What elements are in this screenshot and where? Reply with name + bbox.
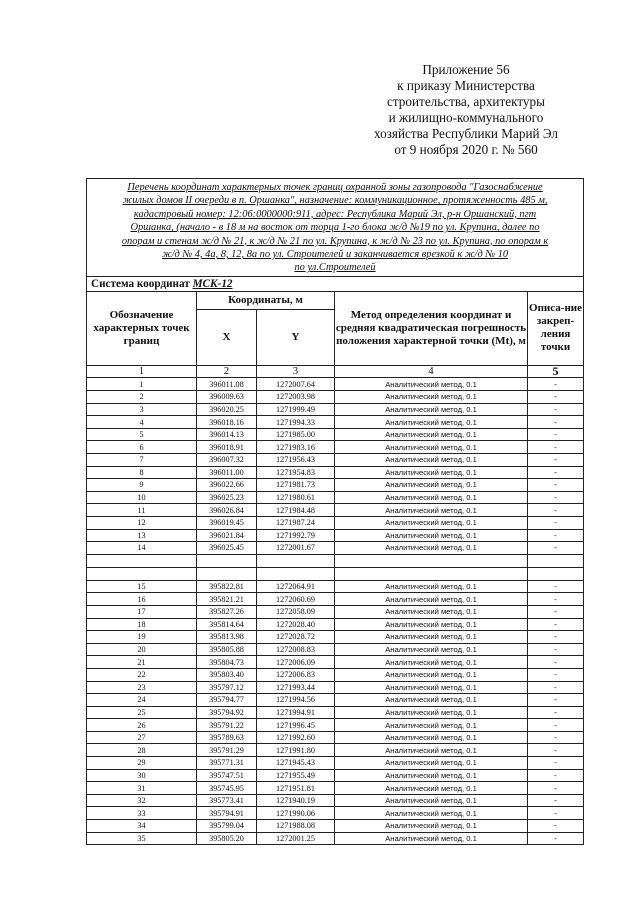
coord-x: 395789.63	[197, 731, 257, 744]
desc-cell: -	[528, 416, 584, 429]
table-row	[87, 428, 584, 441]
table-row	[87, 605, 584, 618]
coord-y: 1271992.60	[257, 731, 335, 744]
coord-x: 395804.73	[197, 656, 257, 669]
point-number: 26	[87, 719, 197, 732]
method-cell: Аналитический метод, 0.1	[335, 832, 528, 845]
desc-cell: -	[528, 631, 584, 644]
coord-x: 396020.25	[197, 403, 257, 416]
point-number: 13	[87, 529, 197, 542]
table-row	[87, 441, 584, 454]
coord-x: 395805.20	[197, 832, 257, 845]
empty-cell	[197, 567, 257, 580]
coord-y: 1271985.00	[257, 428, 335, 441]
table-row	[87, 416, 584, 429]
coord-y: 1271988.08	[257, 820, 335, 833]
title-line: опорам и стенам ж/д № 21, к ж/д № 21 по ул. Крупина, к ж/д № 23 по ул. Крупина, по опорам к	[121, 235, 549, 247]
method-cell: Аналитический метод, 0.1	[335, 744, 528, 757]
point-number: 8	[87, 466, 197, 479]
coord-x: 395827.26	[197, 605, 257, 618]
point-number: 2	[87, 391, 197, 404]
table-row	[87, 820, 584, 833]
point-number: 12	[87, 516, 197, 529]
method-cell: Аналитический метод, 0.1	[335, 681, 528, 694]
point-number: 34	[87, 820, 197, 833]
col-num: 2	[197, 365, 257, 378]
col-num: 1	[87, 365, 197, 378]
desc-cell: -	[528, 466, 584, 479]
title-line: Перечень координат характерных точек границ охранной зоны газопровода "Газоснабжение	[127, 182, 543, 193]
coord-x: 396018.91	[197, 441, 257, 454]
coord-y: 1272001.67	[257, 542, 335, 555]
desc-cell: -	[528, 605, 584, 618]
coord-x: 395745.95	[197, 782, 257, 795]
point-number: 32	[87, 794, 197, 807]
col-num: 5	[528, 365, 584, 378]
empty-cell	[335, 554, 528, 567]
desc-cell: -	[528, 643, 584, 656]
empty-cell	[257, 554, 335, 567]
desc-cell: -	[528, 479, 584, 492]
col-desc: Описа-ние закреп-ления точки	[528, 291, 584, 365]
col-num: 3	[257, 365, 335, 378]
point-number: 21	[87, 656, 197, 669]
empty-cell	[87, 567, 197, 580]
method-cell: Аналитический метод, 0.1	[335, 643, 528, 656]
table-row	[87, 794, 584, 807]
desc-cell: -	[528, 807, 584, 820]
method-cell: Аналитический метод, 0.1	[335, 466, 528, 479]
coord-x: 395794.92	[197, 706, 257, 719]
desc-cell: -	[528, 441, 584, 454]
empty-cell	[87, 554, 197, 567]
point-number: 25	[87, 706, 197, 719]
table-row	[87, 618, 584, 631]
coord-y: 1272028.72	[257, 631, 335, 644]
table-row	[87, 504, 584, 517]
point-number: 10	[87, 491, 197, 504]
method-cell: Аналитический метод, 0.1	[335, 504, 528, 517]
method-cell: Аналитический метод, 0.1	[335, 441, 528, 454]
coord-y: 1271956.43	[257, 454, 335, 467]
coord-x: 395821.21	[197, 593, 257, 606]
point-number: 3	[87, 403, 197, 416]
coord-y: 1271991.80	[257, 744, 335, 757]
point-number: 20	[87, 643, 197, 656]
coord-y: 1271999.49	[257, 403, 335, 416]
method-cell: Аналитический метод, 0.1	[335, 807, 528, 820]
col-x: X	[197, 309, 257, 365]
coord-x: 396025.23	[197, 491, 257, 504]
method-cell: Аналитический метод, 0.1	[335, 782, 528, 795]
title-line: жилых домов II очереди в п. Оршанка", назначение: коммуникационное, протяженность 485 м,	[122, 195, 548, 207]
table-row	[87, 403, 584, 416]
desc-cell: -	[528, 757, 584, 770]
desc-cell: -	[528, 794, 584, 807]
method-cell: Аналитический метод, 0.1	[335, 706, 528, 719]
table-row	[87, 681, 584, 694]
desc-cell: -	[528, 428, 584, 441]
table-row	[87, 391, 584, 404]
coord-x: 395794.91	[197, 807, 257, 820]
method-cell: Аналитический метод, 0.1	[335, 757, 528, 770]
desc-cell: -	[528, 391, 584, 404]
table-row	[87, 807, 584, 820]
method-cell: Аналитический метод, 0.1	[335, 516, 528, 529]
method-cell: Аналитический метод, 0.1	[335, 731, 528, 744]
coord-x: 395791.29	[197, 744, 257, 757]
table-row	[87, 782, 584, 795]
table-row	[87, 757, 584, 770]
coord-x: 395805.88	[197, 643, 257, 656]
method-cell: Аналитический метод, 0.1	[335, 820, 528, 833]
desc-cell: -	[528, 454, 584, 467]
col-num: 4	[335, 365, 528, 378]
col-designation: Обозначение характерных точек границ	[87, 291, 197, 365]
method-cell: Аналитический метод, 0.1	[335, 428, 528, 441]
coord-y: 1272060.69	[257, 593, 335, 606]
point-number: 17	[87, 605, 197, 618]
coord-y: 1271992.79	[257, 529, 335, 542]
coord-y: 1271990.06	[257, 807, 335, 820]
method-cell: Аналитический метод, 0.1	[335, 694, 528, 707]
point-number: 16	[87, 593, 197, 606]
point-number: 11	[87, 504, 197, 517]
method-cell: Аналитический метод, 0.1	[335, 491, 528, 504]
desc-cell: -	[528, 529, 584, 542]
header-line: строительства, архитектуры	[387, 94, 545, 109]
method-cell: Аналитический метод, 0.1	[335, 479, 528, 492]
title-line: по ул.Строителей	[294, 262, 376, 274]
coord-y: 1271980.61	[257, 491, 335, 504]
table-row	[87, 631, 584, 644]
method-cell: Аналитический метод, 0.1	[335, 668, 528, 681]
coord-x: 395814.64	[197, 618, 257, 631]
table-row	[87, 769, 584, 782]
point-number: 30	[87, 769, 197, 782]
point-number: 22	[87, 668, 197, 681]
desc-cell: -	[528, 694, 584, 707]
desc-cell: -	[528, 491, 584, 504]
coord-y: 1272007.64	[257, 378, 335, 391]
coord-y: 1272003.98	[257, 391, 335, 404]
desc-cell: -	[528, 832, 584, 845]
coord-y: 1272008.83	[257, 643, 335, 656]
coord-y: 1271951.81	[257, 782, 335, 795]
desc-cell: -	[528, 516, 584, 529]
method-cell: Аналитический метод, 0.1	[335, 618, 528, 631]
coord-x: 396014.13	[197, 428, 257, 441]
point-number: 28	[87, 744, 197, 757]
table-row	[87, 731, 584, 744]
coord-y: 1272006.09	[257, 656, 335, 669]
desc-cell: -	[528, 782, 584, 795]
coord-y: 1271954.83	[257, 466, 335, 479]
coordinates-table	[86, 178, 584, 845]
point-number: 4	[87, 416, 197, 429]
coord-x: 396026.84	[197, 504, 257, 517]
table-row	[87, 454, 584, 467]
system-label: Система координат	[91, 277, 190, 290]
table-row	[87, 479, 584, 492]
desc-cell: -	[528, 593, 584, 606]
coord-y: 1271996.45	[257, 719, 335, 732]
coord-x: 395803.40	[197, 668, 257, 681]
desc-cell: -	[528, 719, 584, 732]
desc-cell: -	[528, 403, 584, 416]
method-cell: Аналитический метод, 0.1	[335, 454, 528, 467]
point-number: 18	[87, 618, 197, 631]
coord-y: 1271981.73	[257, 479, 335, 492]
method-cell: Аналитический метод, 0.1	[335, 378, 528, 391]
coord-x: 395799.04	[197, 820, 257, 833]
empty-cell	[197, 554, 257, 567]
gap-row-1	[87, 554, 584, 567]
point-number: 15	[87, 580, 197, 593]
coord-x: 396011.00	[197, 466, 257, 479]
point-number: 14	[87, 542, 197, 555]
col-y: Y	[257, 309, 335, 365]
desc-cell: -	[528, 504, 584, 517]
desc-cell: -	[528, 731, 584, 744]
coord-x: 396022.66	[197, 479, 257, 492]
method-cell: Аналитический метод, 0.1	[335, 794, 528, 807]
header-line: от 9 ноября 2020 г. № 560	[394, 142, 538, 157]
empty-cell	[257, 567, 335, 580]
coord-y: 1271993.44	[257, 681, 335, 694]
table-row	[87, 466, 584, 479]
method-cell: Аналитический метод, 0.1	[335, 542, 528, 555]
coord-y: 1271994.56	[257, 694, 335, 707]
column-numbers-row	[87, 365, 584, 378]
col-method: Метод определения координат и средняя квадратическая погрешность положения характерной точки (Mt), м	[335, 291, 528, 365]
method-cell: Аналитический метод, 0.1	[335, 416, 528, 429]
coord-y: 1271940.19	[257, 794, 335, 807]
point-number: 24	[87, 694, 197, 707]
desc-cell: -	[528, 580, 584, 593]
point-number: 1	[87, 378, 197, 391]
coord-x: 395813.98	[197, 631, 257, 644]
desc-cell: -	[528, 618, 584, 631]
point-number: 6	[87, 441, 197, 454]
coord-x: 396009.63	[197, 391, 257, 404]
method-cell: Аналитический метод, 0.1	[335, 631, 528, 644]
desc-cell: -	[528, 820, 584, 833]
coord-x: 395791.22	[197, 719, 257, 732]
point-number: 9	[87, 479, 197, 492]
coord-y: 1272028.40	[257, 618, 335, 631]
coord-x: 396018.16	[197, 416, 257, 429]
table-row	[87, 694, 584, 707]
table-title	[87, 179, 584, 277]
table-row	[87, 378, 584, 391]
method-cell: Аналитический метод, 0.1	[335, 605, 528, 618]
coord-y: 1271983.16	[257, 441, 335, 454]
table-row	[87, 593, 584, 606]
coord-y: 1271945.43	[257, 757, 335, 770]
empty-cell	[528, 567, 584, 580]
table-row	[87, 706, 584, 719]
title-line: ж/д № 4, 4а, 8, 12, 8а по ул. Строителей и заканчивается врезкой к ж/д № 10	[161, 249, 509, 261]
title-line: Оршанка, (начало - в 18 м на восток от торца 1-го блока ж/д №19 по ул. Крупина, далее по	[130, 222, 540, 234]
desc-cell: -	[528, 769, 584, 782]
coord-y: 1271955.49	[257, 769, 335, 782]
desc-cell: -	[528, 656, 584, 669]
header-line: к приказу Министерства	[397, 78, 535, 93]
table-row	[87, 744, 584, 757]
title-line: кадастровый номер: 12:06:0000000:911, адрес: Республика Марий Эл, р-н Оршанский, пгт	[133, 208, 537, 220]
appendix-header	[366, 62, 566, 158]
gap-row-2	[87, 567, 584, 580]
header-line: Приложение 56	[422, 62, 510, 77]
table-row	[87, 580, 584, 593]
coord-x: 395822.81	[197, 580, 257, 593]
coord-x: 395771.31	[197, 757, 257, 770]
coord-y: 1272006.83	[257, 668, 335, 681]
point-number: 27	[87, 731, 197, 744]
method-cell: Аналитический метод, 0.1	[335, 656, 528, 669]
method-cell: Аналитический метод, 0.1	[335, 529, 528, 542]
table-row	[87, 656, 584, 669]
header-line: хозяйства Республики Марий Эл	[374, 126, 558, 141]
point-number: 31	[87, 782, 197, 795]
point-number: 23	[87, 681, 197, 694]
coord-y: 1271987.24	[257, 516, 335, 529]
method-cell: Аналитический метод, 0.1	[335, 769, 528, 782]
coord-y: 1271984.48	[257, 504, 335, 517]
coord-x: 396025.45	[197, 542, 257, 555]
coord-x: 396019.45	[197, 516, 257, 529]
coord-x: 395794.77	[197, 694, 257, 707]
table-row	[87, 643, 584, 656]
method-cell: Аналитический метод, 0.1	[335, 719, 528, 732]
table-row	[87, 719, 584, 732]
table-row	[87, 668, 584, 681]
header-line: и жилищно-коммунального	[388, 110, 544, 125]
coord-y: 1272064.91	[257, 580, 335, 593]
table-row	[87, 491, 584, 504]
table-row	[87, 832, 584, 845]
coordinate-system	[87, 276, 584, 291]
coord-x: 395747.51	[197, 769, 257, 782]
method-cell: Аналитический метод, 0.1	[335, 593, 528, 606]
method-cell: Аналитический метод, 0.1	[335, 580, 528, 593]
table-row	[87, 529, 584, 542]
desc-cell: -	[528, 378, 584, 391]
point-number: 7	[87, 454, 197, 467]
method-cell: Аналитический метод, 0.1	[335, 391, 528, 404]
system-value: МСК-12	[192, 277, 233, 290]
desc-cell: -	[528, 668, 584, 681]
coord-x: 395797.12	[197, 681, 257, 694]
desc-cell: -	[528, 744, 584, 757]
table-row	[87, 542, 584, 555]
empty-cell	[335, 567, 528, 580]
point-number: 35	[87, 832, 197, 845]
point-number: 29	[87, 757, 197, 770]
desc-cell: -	[528, 542, 584, 555]
coord-x: 396007.32	[197, 454, 257, 467]
coord-x: 395773.41	[197, 794, 257, 807]
col-coords: Координаты, м	[197, 291, 335, 309]
desc-cell: -	[528, 706, 584, 719]
coord-y: 1271994.91	[257, 706, 335, 719]
coord-y: 1272058.09	[257, 605, 335, 618]
coord-x: 396011.08	[197, 378, 257, 391]
method-cell: Аналитический метод, 0.1	[335, 403, 528, 416]
point-number: 33	[87, 807, 197, 820]
coord-y: 1271994.33	[257, 416, 335, 429]
point-number: 5	[87, 428, 197, 441]
empty-cell	[528, 554, 584, 567]
point-number: 19	[87, 631, 197, 644]
desc-cell: -	[528, 681, 584, 694]
coord-x: 396021.84	[197, 529, 257, 542]
table-row	[87, 516, 584, 529]
coord-y: 1272001.25	[257, 832, 335, 845]
